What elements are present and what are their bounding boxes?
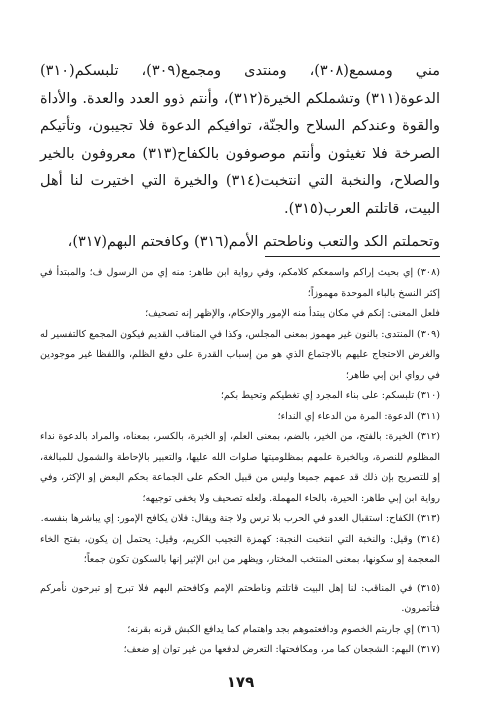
footnote-rule [265,256,440,257]
footnote-gap [40,571,440,579]
main-paragraph: مني ومسمع(٣٠٨)، ومنتدى ومجمع(٣٠٩)، تلبسكم(٣١٠) الدعوة(٣١١) وتشملكم الخيرة(٣١٢)، وأنتم ذوو العدد والعدة. والأداة والقوة وعندكم السلاح والجنّة، توافيكم الدعوة فلا تجيبون، وتأتيكم الصرخة فلا تغيثون وأنتم موصوفون بالكفاح(٣١٣) معروفون بالخير والصلاح، والنخبة التي انتخبت(٣١٤) والخيرة التي اختيرت لنا أهل البيت، قاتلتم العرب(٣١٥). [40,63,441,217]
section-line: وتحملتم الكد والتعب وناطحتم الأمم(٣١٦) وكافحتم البهم(٣١٧)، [67,234,440,250]
footnote: (٣١٧) البهم: الشجعان كما مر، ومكافحتها: التعرض لدفعها من غير توان إو ضعف؛ [123,644,440,655]
footnote: (٣١٤) وقيل: والنخبة التي انتخبت النجبة: كهمزة التجيب الكريم، وقيل: يحتمل إن يكون، بفتح الخاء المعجمة إو سكونها، بمعنى المنتخب المختار، ويظهر من ابن الإثير إنها بالسكون تكون جمعاً؛ [40,533,440,565]
footnote: فلعل المعنى: إنكم في مكان يبتدأ منه الإمور والإحكام، والإظهر إنه تصحيف؛ [145,308,440,319]
page-number: ١٧٩ [226,673,255,691]
footnote: (٣١٠) تلبسكم: على بناء المجرد إي تغطيكم وتحيط بكم؛ [220,390,440,401]
footnote: (٣١٣) الكفاح: استقبال العدو في الحرب بلا ترس ولا جنة ويقال: فلان يكافح الإمور: إي يباشرها بنفسه. [40,513,440,524]
page [40,58,440,661]
footnote: (٣٠٨) إي بحيث إراكم واسمعكم كلامكم، وفي رواية ابن طاهر: منه إي من الرسول ف؛ والمبتدأ في إكثر النسخ بالباء الموحدة مهموزاً؛ [40,267,440,299]
footnote: (٣١٥) في المناقب: لنا إهل البيت قاتلتم وناطحتم الإمم وكافحتم البهم فلا تبرح إو تبرحون نأمركم فتأتمرون. [40,582,440,614]
footnote: (٣١٢) الخيرة: بالفتح، من الخير، بالضم، بمعنى العلم، إو الخبرة، بالكسر، بمعناه، والمراد بالدعوة نداء المظلوم للنصرة، وبالخبرة علمهم بمظلوميتها صلوات الله عليها، والتعبير بالإحاطة والشمول للمبالغة، إو للتصريح بإن ذلك قد عمهم جميعا وليس من قبيل الحكم على الجماعة بحكم البعض إو الإكثر، وفي رواية ابن إبي طاهر: الحيرة، بالحاء المهملة. ولعله تصحيف ولا يخفى توجيهه؛ [40,431,440,504]
footnote: (٣١٦) إي جاربتم الخصوم ودافعتموهم بجد واهتمام كما يدافع الكبش قرنه بقرنه؛ [127,623,440,635]
footnote: (٣٠٩) المنتدى: بالنون غير مهموز بمعنى المجلس، وكذا في المناقب القديم فيكون المجمع كالتفسير له والغرض الاحتجاج عليهم بالاجتماع الذي هو من إسباب القدرة على دفع الظلم، واللفظا غير موجودين في رواي ابن إبي طاهر؛ [40,328,440,381]
footnotes-block-a [40,263,440,571]
footnote: (٣١١) الدعوة: المرة من الدعاء إي النداء؛ [277,410,440,422]
footnotes-block-b [40,579,440,661]
main-text [40,58,440,223]
